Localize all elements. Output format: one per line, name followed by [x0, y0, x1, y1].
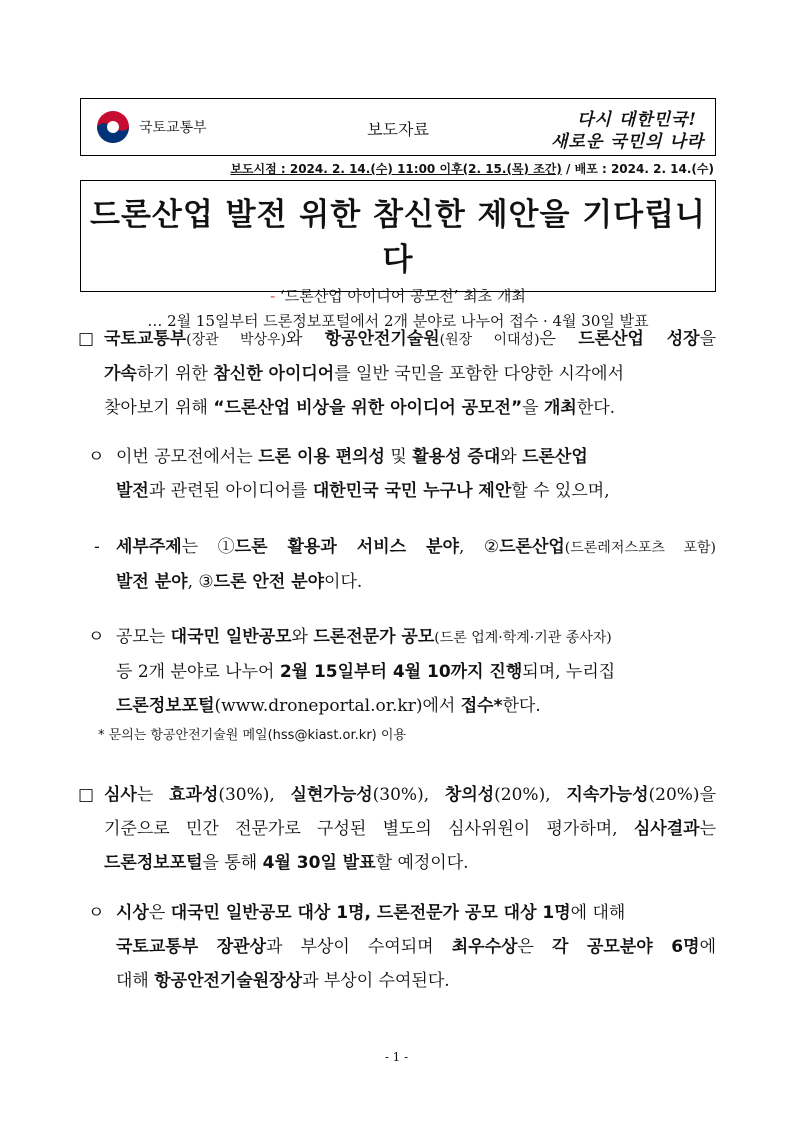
embargo-line: [230, 160, 714, 177]
body-text: (30%),: [372, 785, 445, 805]
body-text: (www.droneportal.or.kr)에서: [214, 696, 461, 716]
subtitle-1: [81, 285, 715, 306]
paragraph-line: [78, 778, 716, 812]
emphasis-text: 최우수상: [451, 937, 518, 957]
emphasis-text: 창의성: [444, 785, 495, 805]
body-text: 과 부상이 수여된다.: [302, 971, 450, 991]
body-text: 이번 공모전에서는: [116, 447, 259, 467]
emphasis-text: 국토교통부 장관상: [116, 937, 266, 957]
slogan-line-1: 다시 대한민국!: [577, 110, 697, 130]
ministry-name: 국토교통부: [139, 120, 207, 136]
paragraph-topics: [94, 530, 716, 599]
body-text: 할 수 있으며,: [511, 481, 610, 501]
body-text: 는 ①: [181, 537, 235, 557]
body-text: 이다.: [324, 572, 363, 592]
subtitle-dash: -: [270, 287, 276, 305]
emphasis-text: 드론정보포털: [104, 853, 203, 873]
paragraph-line: [88, 655, 615, 689]
emphasis-text: 각 공모분야 6명: [551, 937, 700, 957]
emphasis-text: 실현가능성: [290, 785, 373, 805]
emphasis-text: 대국민 일반공모 대상 1명, 드론전문가 공모 대상 1명: [170, 903, 571, 923]
body-text: 공모는: [116, 627, 171, 647]
square-bullet-icon: □: [78, 329, 95, 349]
body-text: 을: [699, 329, 717, 349]
emphasis-text: 2월 15일부터 4월 10까지 진행: [279, 662, 523, 682]
line-text: [116, 537, 716, 557]
emphasis-text: 대한민국 국민 누구나 제안: [312, 481, 512, 501]
line-text: [116, 971, 450, 991]
paragraph-line: [78, 812, 716, 846]
line-text: [116, 696, 541, 716]
emphasis-text: 시상: [116, 903, 149, 923]
contact-note: * 문의는 항공안전기술원 메일(hss@kiast.or.kr) 이용: [98, 728, 406, 743]
paragraph-line: [78, 357, 716, 391]
paragraph-line: [94, 530, 716, 565]
body-text: (드론레저스포츠 포함): [564, 540, 716, 556]
distribution-date: 2024. 2. 14.(수): [610, 162, 714, 176]
paragraph-line: [88, 440, 610, 474]
emphasis-text: “드론산업 비상을 위한 아이디어 공모전”: [213, 398, 523, 418]
emphasis-text: 드론 활용과 서비스 분야: [234, 537, 459, 557]
body-text: 은: [517, 937, 552, 957]
emphasis-text: 드론정보포털: [116, 696, 215, 716]
emphasis-text: 드론산업 성장: [578, 329, 700, 349]
body-text: 기준으로 민간 전문가로 구성된 별도의 심사위원이 평가하며,: [104, 819, 634, 839]
body-text: 하기 위한: [136, 364, 214, 384]
body-text: (30%),: [218, 785, 291, 805]
line-text: [116, 447, 588, 467]
emphasis-text: 드론산업: [499, 537, 565, 557]
paragraph-line: [78, 322, 716, 357]
body-text: 은: [539, 329, 579, 349]
slogan-line-2: 새로운 국민의 나라: [551, 132, 705, 152]
emphasis-text: 대국민 일반공모: [170, 627, 292, 647]
emphasis-text: 항공안전기술원: [324, 329, 440, 349]
line-text: [104, 819, 716, 839]
line-text: [104, 398, 615, 418]
subtitle-1-text: ‘드론산업 아이디어 공모전’ 최초 개최: [275, 287, 526, 305]
slogan: [551, 105, 705, 152]
page-number: - 1 -: [384, 1050, 409, 1064]
paragraph-submission: [88, 620, 615, 723]
embargo-separator: / 배포 :: [561, 162, 611, 176]
line-text: [116, 481, 610, 501]
emphasis-text: 심사: [104, 785, 137, 805]
body-text: , ②: [458, 537, 500, 557]
emphasis-text: 항공안전기술원장상: [154, 971, 303, 991]
body-text: 에 대해: [570, 903, 626, 923]
paragraph-line: [88, 620, 615, 655]
paragraph-line: [88, 964, 716, 998]
paragraph-line: [88, 896, 716, 930]
body-text: 및: [384, 447, 413, 467]
emphasis-text: 드론전문가 공모: [313, 627, 435, 647]
paragraph-overview: [78, 322, 716, 425]
body-text: (20%),: [494, 785, 567, 805]
paragraph-evaluation: [78, 778, 716, 880]
emphasis-text: 개최: [543, 398, 577, 418]
body-text: 를 일반 국민을 포함한 다양한 시각에서: [334, 364, 625, 384]
line-text: [104, 364, 624, 384]
body-text: 과 관련된 아이디어를: [148, 481, 313, 501]
paragraph-line: [78, 391, 716, 425]
emphasis-text: 가속: [104, 364, 137, 384]
line-text: [104, 785, 716, 805]
line-text: [116, 572, 362, 592]
body-text: 와: [286, 329, 325, 349]
emphasis-text: 4월 30일 발표: [262, 853, 376, 873]
emphasis-text: 발전 분야: [116, 572, 188, 592]
body-text: 되며, 누리집: [522, 662, 616, 682]
paragraph-eligibility: [88, 440, 610, 508]
body-text: 과 부상이 수여되며: [266, 937, 452, 957]
paragraph-line: [88, 689, 615, 723]
paragraph-line: [88, 930, 716, 964]
emphasis-text: 드론 안전 분야: [213, 572, 325, 592]
emphasis-text: 지속가능성: [566, 785, 649, 805]
paragraph-awards: [88, 896, 716, 998]
emphasis-text: 드론 이용 편의성: [258, 447, 385, 467]
body-text: 와: [291, 627, 314, 647]
body-text: 할 예정이다.: [375, 853, 469, 873]
circle-bullet-icon: ㅇ: [88, 627, 105, 647]
press-release-label: 보도자료: [367, 120, 429, 139]
emphasis-text: 접수*: [460, 696, 503, 716]
body-text: 을: [522, 398, 544, 418]
embargo-prefix: 보도시점 :: [230, 162, 290, 176]
body-text: , ③: [187, 572, 214, 592]
emphasis-text: 참신한 아이디어: [213, 364, 335, 384]
emphasis-text: 활용성 증대: [412, 447, 501, 467]
body-text: 와: [500, 447, 523, 467]
body-text: 을 통해: [202, 853, 263, 873]
body-text: 는: [136, 785, 170, 805]
line-text: [116, 903, 625, 923]
paragraph-line: [94, 565, 716, 599]
body-text: 대해: [116, 971, 155, 991]
circle-bullet-icon: ㅇ: [88, 447, 105, 467]
line-text: [116, 662, 615, 682]
body-text: 등 2개 분야로 나누어: [116, 662, 280, 682]
emphasis-text: 드론산업: [522, 447, 588, 467]
emphasis-text: 심사결과: [633, 819, 700, 839]
circle-bullet-icon: ㅇ: [88, 903, 105, 923]
line-text: [104, 853, 469, 873]
body-text: (원장 이대성): [439, 332, 540, 348]
line-text: [116, 627, 612, 647]
body-text: 한다.: [576, 398, 616, 418]
body-text: 한다.: [502, 696, 541, 716]
body-text: 은: [148, 903, 171, 923]
line-text: [116, 937, 716, 957]
emphasis-text: 효과성: [169, 785, 219, 805]
body-text: (장관 박상우): [186, 332, 286, 348]
body-text: 에: [699, 937, 716, 957]
body-text: (드론 업계·학계·기관 종사자): [434, 630, 612, 646]
body-text: (20%)을: [648, 785, 716, 805]
emphasis-text: 세부주제: [116, 537, 182, 557]
press-release-header: [80, 98, 716, 156]
release-time: 2024. 2. 14.(수) 11:00 이후(2. 15.(목) 조간): [289, 162, 562, 176]
emphasis-text: 발전: [116, 481, 149, 501]
main-title: 드론산업 발전 위한 참신한 제안을 기다립니다: [90, 197, 706, 278]
subtitle-2: … 2월 15일부터 드론정보포털에서 2개 분야로 나누어 접수 · 4월 30일 발표: [147, 312, 649, 330]
paragraph-line: [88, 474, 610, 508]
emphasis-text: 국토교통부: [104, 329, 187, 349]
body-text: 찾아보기 위해: [104, 398, 214, 418]
dash-bullet-icon: -: [94, 537, 100, 557]
paragraph-line: [78, 846, 716, 880]
title-box: [80, 180, 716, 330]
square-bullet-icon: □: [78, 785, 95, 805]
line-text: [104, 329, 716, 349]
body-text: 는: [699, 819, 716, 839]
